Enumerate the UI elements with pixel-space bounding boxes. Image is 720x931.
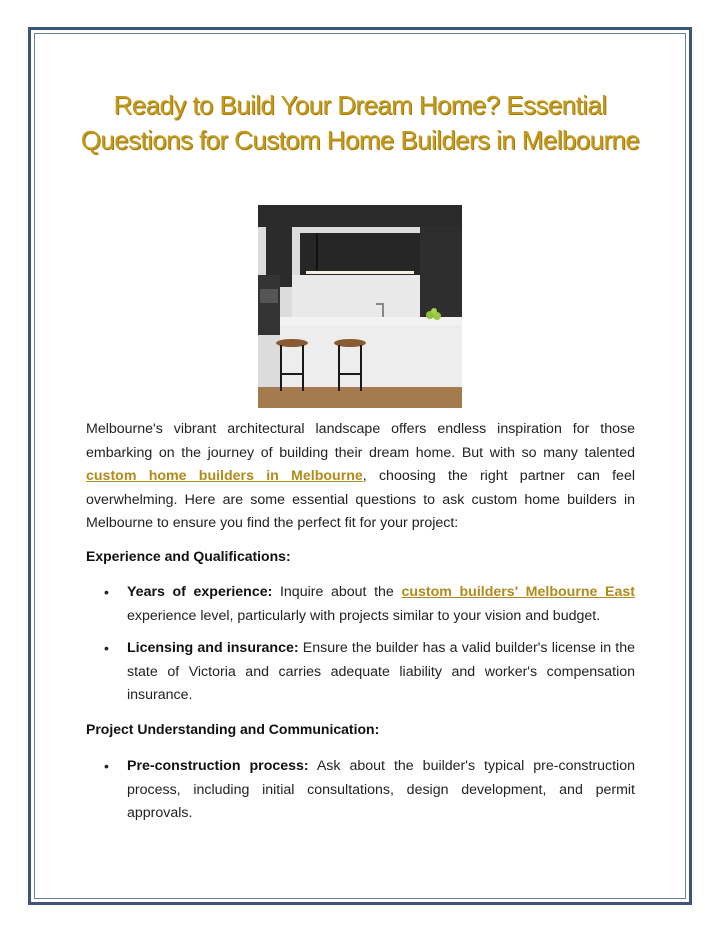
intro-text-start: Melbourne's vibrant architectural landscape offers endless inspiration for those embarking on the journey of building their dream home. But with so many talented — [86, 421, 635, 461]
list-item-years-experience — [127, 581, 635, 628]
list-item-label: Years of experience: — [127, 584, 273, 600]
custom-builders-melbourne-east-link[interactable]: custom builders' Melbourne East — [401, 584, 635, 600]
bullet-icon: • — [104, 758, 109, 774]
list-item-text: Ensure the builder has a valid builder's license in the state of Victoria and carries adequate liability and worker's compensation insurance. — [127, 640, 635, 703]
intro-text-end: , choosing the right partner can feel overwhelming. Here are some essential questions to ask custom home builders in Melbourne to ensure you find the perfect fit for your project: — [86, 468, 635, 531]
page-title: Ready to Build Your Dream Home? Essential Questions for Custom Home Builders in Melbourne — [80, 90, 640, 155]
kitchen-photo — [258, 205, 462, 408]
list-item-licensing — [127, 637, 635, 708]
list-item-text: Inquire about the — [272, 584, 402, 600]
section-heading-experience: Experience and Qualifications: — [86, 548, 291, 564]
list-item-pre-construction — [127, 755, 635, 826]
intro-paragraph — [86, 418, 635, 536]
bullet-icon: • — [104, 584, 109, 600]
list-item-label: Licensing and insurance: — [127, 640, 299, 656]
list-item-label: Pre-construction process: — [127, 758, 309, 774]
list-item-text: experience level, particularly with projects similar to your vision and budget. — [127, 607, 601, 624]
bullet-icon: • — [104, 640, 109, 656]
list-item-text: Ask about the builder's typical pre-construction process, including initial consultations, design development, and permit approvals. — [127, 758, 635, 821]
custom-home-builders-link[interactable]: custom home builders in Melbourne — [86, 468, 363, 484]
section-heading-project: Project Understanding and Communication: — [86, 721, 380, 737]
